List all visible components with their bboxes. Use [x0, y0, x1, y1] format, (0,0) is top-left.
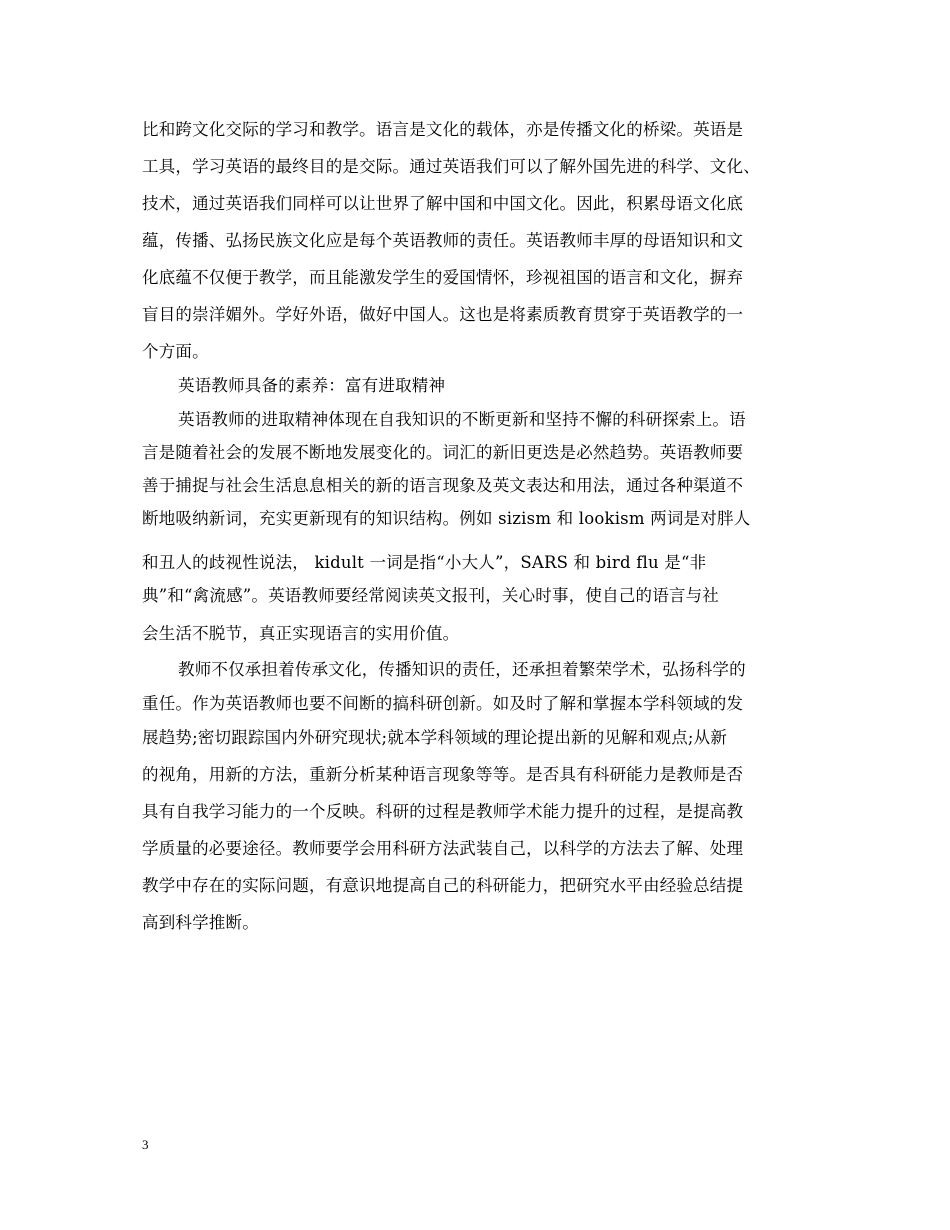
text-line: 和丑人的歧视性说法， kidult 一词是指“小大人”，SARS 和 bird flu 是“非	[142, 553, 707, 572]
text-line: 教学中存在的实际问题，有意识地提高自己的科研能力，把研究水平由经验总结提	[142, 876, 744, 895]
text-line: 断地吸纳新词，充实更新现有的知识结构。例如 sizism 和 lookism 两词是对胖人	[142, 509, 751, 528]
text-line: 英语教师的进取精神体现在自我知识的不断更新和坚持不懈的科研探索上。语	[178, 410, 746, 429]
text-line: 化底蕴不仅便于教学，而且能激发学生的爱国情怀，珍视祖国的语言和文化，摒弃	[142, 268, 744, 287]
section-heading: 英语教师具备的素养：富有进取精神	[178, 376, 446, 395]
text-line: 高到科学推断。	[142, 913, 259, 932]
text-line: 个方面。	[142, 342, 209, 361]
text-line: 具有自我学习能力的一个反映。科研的过程是教师学术能力提升的过程，是提高教	[142, 802, 744, 821]
text-line: 展趋势;密切跟踪国内外研究现状;就本学科领域的理论提出新的见解和观点;从新	[142, 728, 728, 747]
text-line: 典”和“禽流感”。英语教师要经常阅读英文报刊，关心时事，使自己的语言与社	[142, 586, 720, 605]
text-line: 的视角，用新的方法，重新分析某种语言现象等等。是否具有科研能力是教师是否	[142, 765, 744, 784]
text-line: 教师不仅承担着传承文化，传播知识的责任，还承担着繁荣学术，弘扬科学的	[178, 660, 746, 679]
text-line: 比和跨文化交际的学习和教学。语言是文化的载体，亦是传播文化的桥梁。英语是	[142, 120, 744, 139]
text-line: 言是随着社会的发展不断地发展变化的。词汇的新旧更迭是必然趋势。英语教师要	[142, 443, 744, 462]
text-line: 盲目的崇洋媚外。学好外语，做好中国人。这也是将素质教育贯穿于英语教学的一	[142, 305, 744, 324]
text-line: 蕴，传播、弘扬民族文化应是每个英语教师的责任。英语教师丰厚的母语知识和文	[142, 231, 744, 250]
text-line: 重任。作为英语教师也要不间断的搞科研创新。如及时了解和掌握本学科领域的发	[142, 694, 744, 713]
text-line: 会生活不脱节，真正实现语言的实用价值。	[142, 624, 460, 643]
page-number: 3	[142, 1137, 149, 1152]
text-line: 学质量的必要途径。教师要学会用科研方法武装自己，以科学的方法去了解、处理	[142, 839, 744, 858]
text-line: 善于捕捉与社会生活息息相关的新的语言现象及英文表达和用法，通过各种渠道不	[142, 476, 744, 495]
text-line: 技术，通过英语我们同样可以让世界了解中国和中国文化。因此，积累母语文化底	[142, 194, 744, 213]
text-line: 工具，学习英语的最终目的是交际。通过英语我们可以了解外国先进的科学、文化、	[142, 157, 760, 176]
